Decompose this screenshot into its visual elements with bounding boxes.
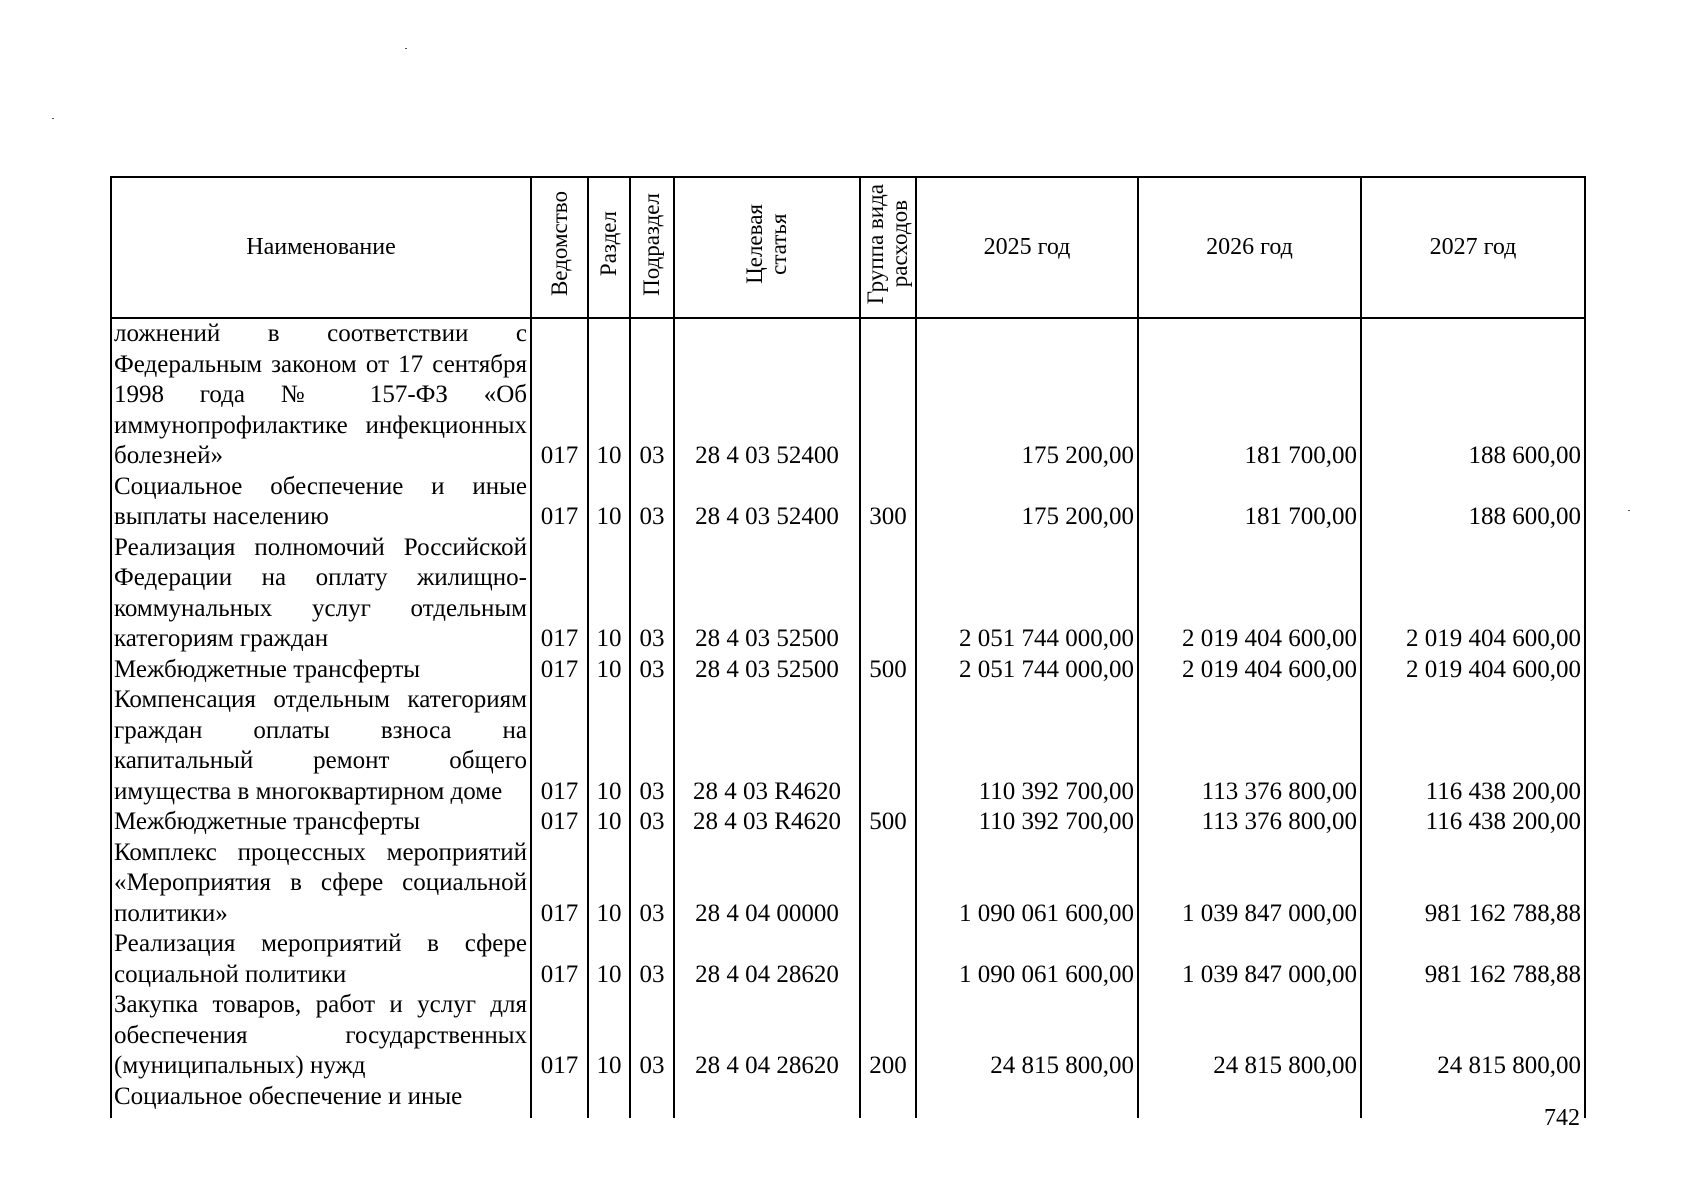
row-name: Комплекс процессных мероприятий «Мероприятия в сфере социальной политики» [111, 838, 531, 930]
row-section [588, 1082, 630, 1118]
row-department: 017 [531, 685, 588, 807]
row-2027: 188 600,00 [1361, 472, 1585, 533]
row-2026: 113 376 800,00 [1138, 685, 1361, 807]
page-number: 742 [1544, 1105, 1580, 1131]
row-target-article: 28 4 03 52500 [674, 533, 860, 655]
table-row [111, 533, 1585, 655]
header-2025: 2025 год [916, 177, 1138, 318]
table-row [111, 990, 1585, 1082]
row-department [531, 1082, 588, 1118]
row-name: Реализация полномочий Российской Федерации на оплату жилищно-коммунальных услуг отдельным категориям граждан [111, 533, 531, 655]
row-2026: 1 039 847 000,00 [1138, 838, 1361, 930]
scan-speck [1628, 510, 1630, 511]
row-target-article: 28 4 04 28620 [674, 990, 860, 1082]
row-expense-group [860, 533, 916, 655]
header-section: Раздел [588, 177, 630, 318]
row-department: 017 [531, 807, 588, 838]
header-expense-group: Группа вида расходов [860, 177, 916, 318]
row-section: 10 [588, 990, 630, 1082]
row-2026: 2 019 404 600,00 [1138, 655, 1361, 686]
row-2027: 116 438 200,00 [1361, 685, 1585, 807]
row-2025: 110 392 700,00 [916, 807, 1138, 838]
row-2025: 1 090 061 600,00 [916, 929, 1138, 990]
budget-table [110, 176, 1586, 1118]
row-2027: 981 162 788,88 [1361, 929, 1585, 990]
row-section: 10 [588, 929, 630, 990]
row-subsection: 03 [630, 655, 674, 686]
row-2027: 981 162 788,88 [1361, 838, 1585, 930]
row-2027: 116 438 200,00 [1361, 807, 1585, 838]
row-department: 017 [531, 318, 588, 472]
row-name: Межбюджетные трансферты [111, 807, 531, 838]
row-subsection: 03 [630, 990, 674, 1082]
row-target-article: 28 4 03 52500 [674, 655, 860, 686]
header-target-article: Целевая статья [674, 177, 860, 318]
table-row [111, 318, 1585, 472]
row-subsection: 03 [630, 838, 674, 930]
row-target-article: 28 4 03 52400 [674, 318, 860, 472]
row-section: 10 [588, 655, 630, 686]
header-2027: 2027 год [1361, 177, 1585, 318]
table-row [111, 685, 1585, 807]
row-2027: 24 815 800,00 [1361, 990, 1585, 1082]
row-2025 [916, 1082, 1138, 1118]
row-2025: 24 815 800,00 [916, 990, 1138, 1082]
row-2025: 175 200,00 [916, 318, 1138, 472]
row-2026: 181 700,00 [1138, 318, 1361, 472]
row-2027: 2 019 404 600,00 [1361, 533, 1585, 655]
table-row [111, 655, 1585, 686]
table-row [111, 472, 1585, 533]
row-subsection [630, 1082, 674, 1118]
row-2027: 2 019 404 600,00 [1361, 655, 1585, 686]
table-row [111, 807, 1585, 838]
row-expense-group [860, 318, 916, 472]
row-section: 10 [588, 318, 630, 472]
row-2026: 113 376 800,00 [1138, 807, 1361, 838]
row-2025: 110 392 700,00 [916, 685, 1138, 807]
row-2026 [1138, 1082, 1361, 1118]
row-subsection: 03 [630, 929, 674, 990]
row-department: 017 [531, 929, 588, 990]
header-subsection: Подраздел [630, 177, 674, 318]
row-name: Межбюджетные трансферты [111, 655, 531, 686]
row-department: 017 [531, 472, 588, 533]
row-2027: 188 600,00 [1361, 318, 1585, 472]
row-2025: 2 051 744 000,00 [916, 533, 1138, 655]
scan-speck [405, 48, 407, 49]
row-2025: 175 200,00 [916, 472, 1138, 533]
row-expense-group [860, 1082, 916, 1118]
row-name: Компенсация отдельным категориям граждан оплаты взноса на капитальный ремонт общего имущества в многоквартирном доме [111, 685, 531, 807]
row-subsection: 03 [630, 472, 674, 533]
row-expense-group: 200 [860, 990, 916, 1082]
row-expense-group: 300 [860, 472, 916, 533]
row-expense-group [860, 838, 916, 930]
row-expense-group: 500 [860, 655, 916, 686]
row-2026: 1 039 847 000,00 [1138, 929, 1361, 990]
row-2026: 181 700,00 [1138, 472, 1361, 533]
row-subsection: 03 [630, 533, 674, 655]
row-target-article: 28 4 03 R4620 [674, 685, 860, 807]
row-section: 10 [588, 472, 630, 533]
row-section: 10 [588, 533, 630, 655]
table-row [111, 1082, 1585, 1118]
row-expense-group: 500 [860, 807, 916, 838]
table-header-row [111, 177, 1585, 318]
row-2025: 2 051 744 000,00 [916, 655, 1138, 686]
row-subsection: 03 [630, 685, 674, 807]
row-expense-group [860, 685, 916, 807]
row-section: 10 [588, 838, 630, 930]
row-section: 10 [588, 807, 630, 838]
row-subsection: 03 [630, 318, 674, 472]
row-2026: 24 815 800,00 [1138, 990, 1361, 1082]
row-subsection: 03 [630, 807, 674, 838]
table-row [111, 838, 1585, 930]
header-department: Ведомство [531, 177, 588, 318]
row-department: 017 [531, 533, 588, 655]
row-department: 017 [531, 838, 588, 930]
header-2026: 2026 год [1138, 177, 1361, 318]
row-target-article: 28 4 04 00000 [674, 838, 860, 930]
row-name: Социальное обеспечение и иные выплаты населению [111, 472, 531, 533]
row-name: Закупка товаров, работ и услуг для обеспечения государственных (муниципальных) нужд [111, 990, 531, 1082]
row-department: 017 [531, 655, 588, 686]
table-row [111, 929, 1585, 990]
row-name: Социальное обеспечение и иные [111, 1082, 531, 1118]
header-name: Наименование [111, 177, 531, 318]
row-target-article: 28 4 03 R4620 [674, 807, 860, 838]
row-name: ложнений в соответствии с Федеральным законом от 17 сентября 1998 года № 157-ФЗ «Об иммунопрофилактике инфекционных болезней» [111, 318, 531, 472]
row-2026: 2 019 404 600,00 [1138, 533, 1361, 655]
row-expense-group [860, 929, 916, 990]
row-target-article [674, 1082, 860, 1118]
row-target-article: 28 4 03 52400 [674, 472, 860, 533]
row-section: 10 [588, 685, 630, 807]
row-name: Реализация мероприятий в сфере социальной политики [111, 929, 531, 990]
row-department: 017 [531, 990, 588, 1082]
row-target-article: 28 4 04 28620 [674, 929, 860, 990]
scan-speck [52, 118, 54, 119]
row-2025: 1 090 061 600,00 [916, 838, 1138, 930]
